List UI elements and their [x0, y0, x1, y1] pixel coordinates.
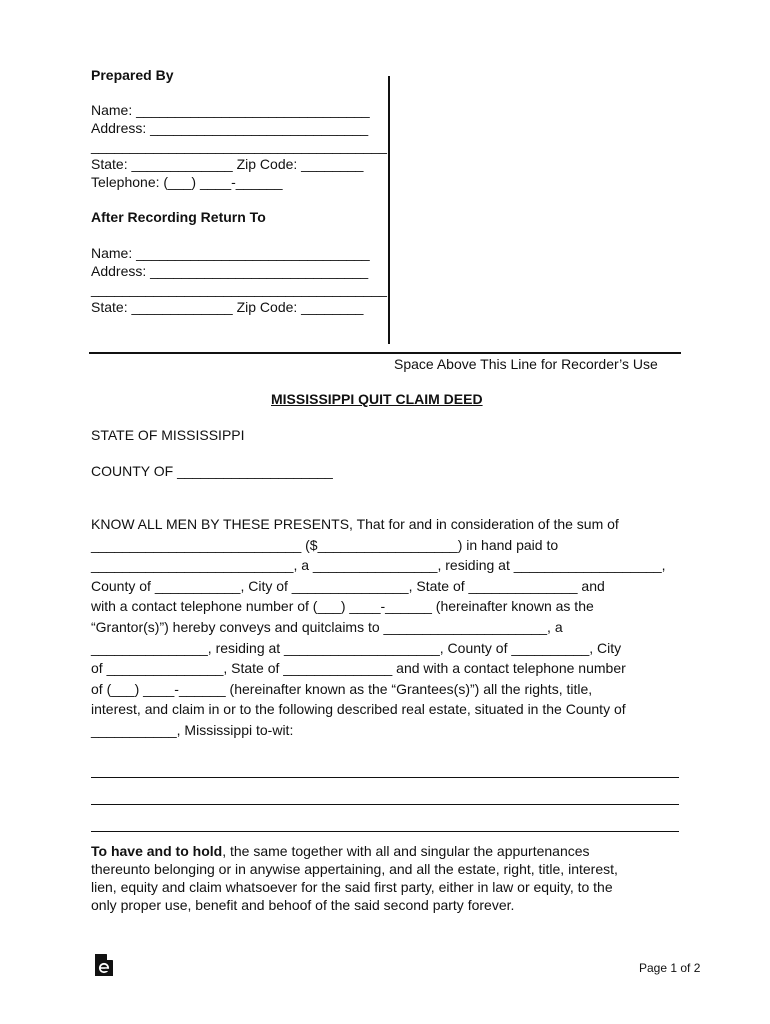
prepared-by-address-field[interactable]: Address: ____________________________	[91, 120, 369, 136]
habendum-line: lien, equity and claim whatsoever for the said first party, either in law or equity, to the	[91, 879, 613, 895]
presents-line[interactable]: of (___) ____-______ (hereinafter known as the “Grantees(s)”) all the rights, title,	[91, 680, 593, 697]
prepared-by-telephone-field[interactable]: Telephone: (___) ____-______	[91, 174, 283, 190]
presents-paragraph	[91, 514, 683, 741]
habendum-line: only proper use, benefit and behoof of the said second party forever.	[91, 897, 515, 913]
state-line: STATE OF MISSISSIPPI	[91, 427, 245, 443]
recorder-note: Space Above This Line for Recorder’s Use	[394, 356, 658, 372]
county-field[interactable]: COUNTY OF ____________________	[91, 463, 333, 479]
habendum-line: thereunto belonging or in anywise appertaining, and all the estate, right, title, interest,	[91, 861, 618, 877]
return-to-heading: After Recording Return To	[91, 209, 266, 225]
presents-line[interactable]: with a contact telephone number of (___) ____-______ (hereinafter known as the	[91, 598, 594, 615]
prepared-by-name-field[interactable]: Name: ______________________________	[91, 102, 370, 118]
document-title: MISSISSIPPI QUIT CLAIM DEED	[271, 391, 483, 407]
legal-description-line[interactable]	[91, 777, 679, 778]
presents-line[interactable]: “Grantor(s)”) hereby conveys and quitclaims to _____________________, a	[91, 618, 563, 635]
return-to-state-zip-field[interactable]: State: _____________ Zip Code: ________	[91, 299, 364, 315]
habendum-first-line: , the same together with all and singular the appurtenances	[222, 843, 590, 859]
presents-line[interactable]: of _______________, State of ______________ and with a contact telephone number	[91, 660, 626, 677]
habendum-paragraph	[91, 842, 683, 914]
habendum-lead: To have and to hold	[91, 843, 223, 859]
legal-description-line[interactable]	[91, 804, 679, 805]
presents-line[interactable]: _______________, residing at ____________________, County of __________, City	[91, 639, 622, 656]
prepared-by-address-line-2[interactable]: ______________________________________	[91, 138, 387, 154]
presents-line[interactable]: ___________________________ ($__________________) in hand paid to	[91, 536, 559, 553]
vertical-divider	[388, 76, 390, 344]
return-to-address-field[interactable]: Address: ____________________________	[91, 263, 369, 279]
prepared-by-state-zip-field[interactable]: State: _____________ Zip Code: ________	[91, 156, 364, 172]
prepared-by-heading: Prepared By	[91, 67, 174, 83]
page-number: Page 1 of 2	[639, 961, 701, 975]
return-to-name-field[interactable]: Name: ______________________________	[91, 245, 370, 261]
presents-line[interactable]: ___________, Mississippi to-wit:	[91, 721, 294, 738]
return-to-address-line-2[interactable]: ______________________________________	[91, 281, 387, 297]
presents-line[interactable]: __________________________, a ________________, residing at ___________________,	[91, 557, 666, 574]
presents-line: KNOW ALL MEN BY THESE PRESENTS, That for and in consideration of the sum of	[91, 516, 619, 532]
legal-description-line[interactable]	[91, 831, 679, 832]
recorder-line	[89, 352, 681, 354]
eforms-logo-icon	[94, 953, 114, 977]
presents-line: interest, and claim in or to the following described real estate, situated in the County of	[91, 701, 626, 718]
presents-line[interactable]: County of ___________, City of _______________, State of ______________ and	[91, 577, 605, 594]
